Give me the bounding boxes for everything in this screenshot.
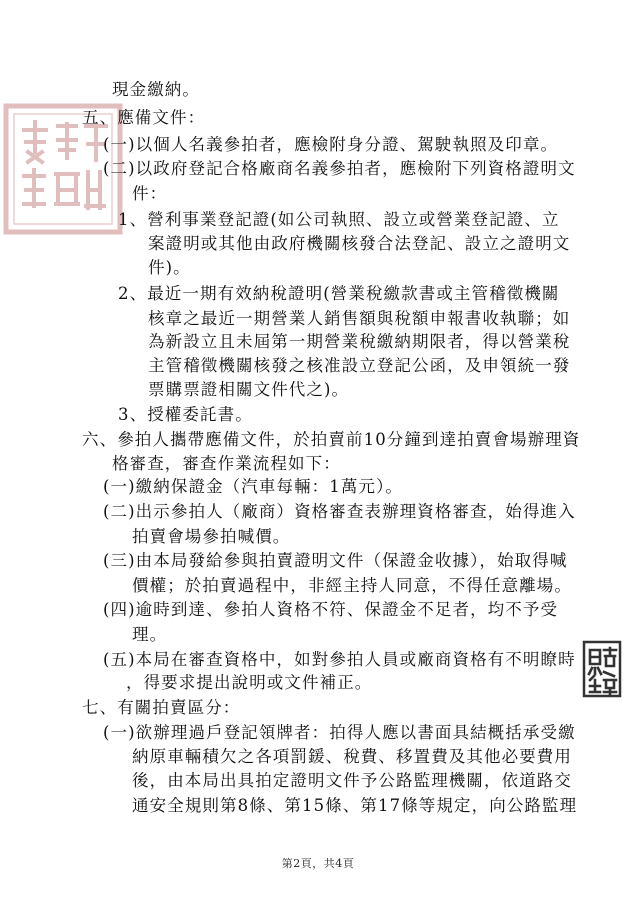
text-line: 主管稽徵機關核發之核准設立登記公函，及申領統一發 [148,356,571,375]
text-line: 現金繳納。 [112,80,200,99]
page-number-footer: 第2頁，共4頁 [281,857,355,870]
text-line: 3、授權委託書。 [118,405,253,424]
text-line: 案證明或其他由政府機關核發合法登記、設立之證明文 [148,234,571,253]
text-line: ，得要求提出說明或文件補正。 [126,673,373,692]
text-line: (一)欲辦理過戶登記領牌者：拍得人應以書面具結概括承受繳 [103,723,576,742]
text-line: 件)。 [148,258,191,277]
text-line: 價權；於拍賣過程中，非經主持人同意，不得任意離場。 [132,576,572,595]
text-line: (二)出示參拍人（廠商）資格審查表辦理資格審查，始得進入 [103,502,576,521]
text-line: 格審查，審查作業流程如下： [112,454,341,473]
text-line: (一)繳納保證金（汽車每輛：1萬元）。 [103,477,404,496]
text-line: 件： [132,184,168,203]
text-line: 1、營利事業登記證(如公司執照、設立或營業登記證、立 [118,210,560,229]
text-line: (三)由本局發給參與拍賣證明文件（保證金收據），始取得喊 [103,551,568,570]
text-line: 後，由本局出具拍定證明文件予公路監理機關，依道路交 [132,771,572,790]
text-line: (四)逾時到達、參拍人資格不符、保證金不足者，均不予受 [103,600,559,619]
seam-seal-stamp [582,640,622,698]
text-line: 通安全規則第8條、第15條、第17條等規定，向公路監理 [132,796,578,815]
section-heading: 五、應備文件： [82,108,206,127]
text-line: 為新設立且未屆第一期營業稅繳納期限者，得以營業稅 [148,332,571,351]
text-line: 拍賣會場參拍喊價。 [132,527,291,546]
section-heading: 六、參拍人攜帶應備文件，於拍賣前10分鐘到達拍賣會場辦理資 [82,430,581,449]
text-line: 納原車輛積欠之各項罰鍰、稅費、移置費及其他必要費用 [132,747,572,766]
text-line: 2、最近一期有效納稅證明(營業稅繳款書或主管稽徵機關 [118,284,560,303]
text-line: 票購票證相關文件代之)。 [148,380,350,399]
text-line: (二)以政府登記合格廠商名義參拍者，應檢附下列資格證明文 [103,159,576,178]
text-line: (一)以個人名義參拍者，應檢附身分證、駕駛執照及印章。 [103,135,559,154]
text-line: 核章之最近一期營業人銷售額與稅額申報書收執聯；如 [148,309,571,328]
text-line: (五)本局在審查資格中，如對參拍人員或廠商資格有不明瞭時 [103,650,576,669]
text-line: 理。 [132,625,168,644]
section-heading: 七、有關拍賣區分： [82,698,241,717]
